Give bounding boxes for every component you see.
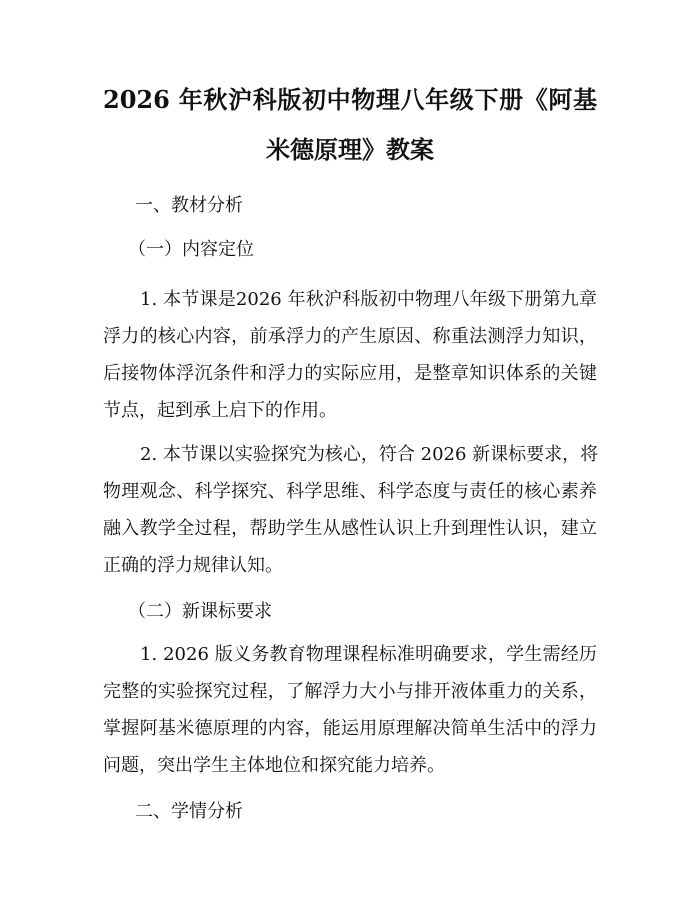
section-heading-student-analysis: 二、学情分析 bbox=[135, 801, 243, 822]
paragraph-line: 问题，突出学生主体地位和探究能力培养。 bbox=[103, 755, 445, 776]
paragraph-line: 完整的实验探究过程，了解浮力大小与排开液体重力的关系， bbox=[103, 681, 597, 702]
paragraph-line: 节点，起到承上启下的作用。 bbox=[103, 400, 337, 421]
paragraph-line: 融入教学全过程，帮助学生从感性认识上升到理性认识，建立 bbox=[103, 518, 597, 539]
document-title-line-1: 2026 年秋沪科版初中物理八年级下册《阿基 bbox=[103, 85, 597, 114]
paragraph-line: 浮力的核心内容，前承浮力的产生原因、称重法测浮力知识， bbox=[103, 326, 597, 347]
section-heading-textbook-analysis: 一、教材分析 bbox=[135, 195, 243, 216]
document-title-line-2: 米德原理》教案 bbox=[266, 135, 434, 164]
paragraph-line: 掌握阿基米德原理的内容，能运用原理解决简单生活中的浮力 bbox=[103, 718, 597, 739]
paragraph-line: 后接物体浮沉条件和浮力的实际应用，是整章知识体系的关键 bbox=[103, 363, 597, 384]
paragraph-line: 正确的浮力规律认知。 bbox=[103, 555, 283, 576]
subsection-heading-curriculum-requirements: （二）新课标要求 bbox=[128, 601, 272, 622]
paragraph-line: 物理观念、科学探究、科学思维、科学态度与责任的核心素养 bbox=[103, 481, 597, 502]
paragraph-line: 2. 本节课以实验探究为核心，符合 2026 新课标要求，将 bbox=[140, 444, 599, 465]
paragraph-line: 1. 本节课是2026 年秋沪科版初中物理八年级下册第九章 bbox=[140, 289, 597, 310]
subsection-heading-content-positioning: （一）内容定位 bbox=[128, 239, 254, 260]
paragraph-line: 1. 2026 版义务教育物理课程标准明确要求，学生需经历 bbox=[140, 644, 597, 665]
